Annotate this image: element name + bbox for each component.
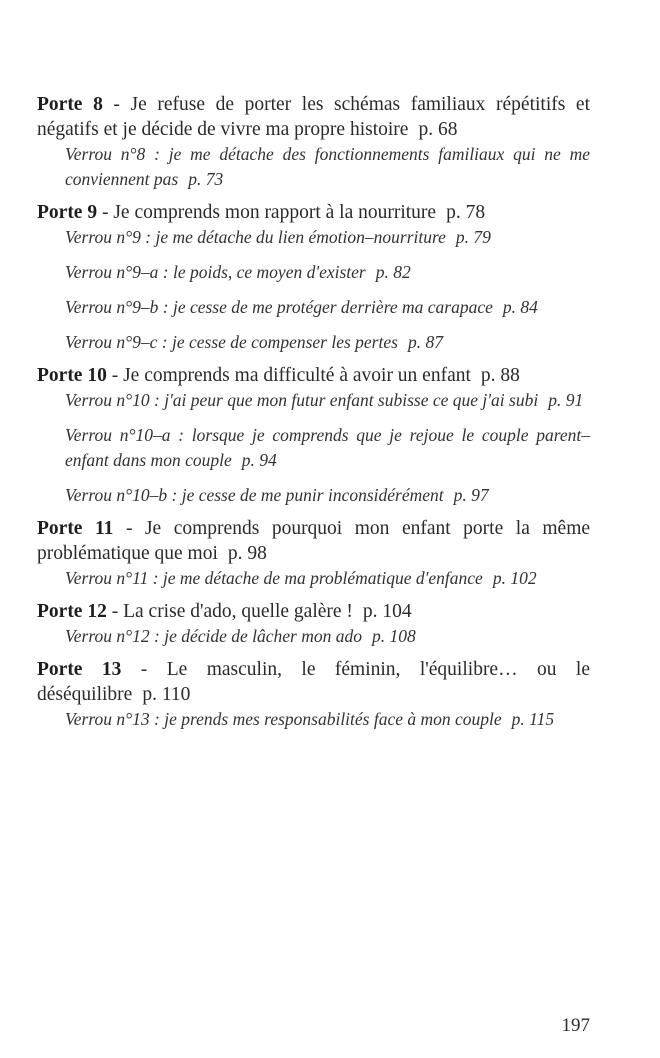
verrou-label: Verrou n°9–a :: [65, 262, 169, 282]
verrou-entry[interactable]: [65, 330, 590, 355]
separator: -: [106, 601, 124, 622]
verrou-label: Verrou n°10–b :: [65, 485, 178, 505]
verrou-entry[interactable]: [65, 388, 590, 413]
porte-entry[interactable]: [37, 92, 590, 142]
verrou-entry[interactable]: [65, 483, 590, 508]
porte-entry[interactable]: [37, 599, 590, 624]
verrou-title: je cesse de me protéger derrière ma carapace: [172, 297, 493, 317]
verrou-entry[interactable]: [65, 707, 590, 732]
porte-title: Je refuse de porter les schémas familiaux répétitifs et négatifs et je décide de vivre ma propre histoire: [37, 94, 591, 140]
verrou-title: je me détache du lien émotion–nourriture: [155, 227, 446, 247]
verrou-title: je cesse de compenser les pertes: [171, 332, 398, 352]
page-ref: p. 87: [407, 332, 443, 352]
verrou-label: Verrou n°9–b :: [65, 297, 169, 317]
porte-label: Porte 11: [37, 518, 114, 539]
verrou-entry[interactable]: [65, 566, 590, 591]
porte-label: Porte 8: [37, 94, 103, 115]
separator: -: [97, 202, 114, 223]
porte-title: Je comprends pourquoi mon enfant porte la même problématique que moi: [37, 518, 591, 564]
porte-title: La crise d'ado, quelle galère !: [123, 601, 353, 622]
verrou-entry[interactable]: [65, 142, 590, 192]
page-ref: p. 82: [375, 262, 411, 282]
verrou-entry[interactable]: [65, 295, 590, 320]
verrou-title: je me détache de ma problématique d'enfance: [162, 568, 483, 588]
verrou-title: j'ai peur que mon futur enfant subisse ce que j'ai subi: [164, 390, 539, 410]
toc-section-porte-10: [37, 363, 590, 508]
verrou-label: Verrou n°10 :: [65, 390, 160, 410]
toc-section-porte-11: [37, 516, 590, 591]
verrou-title: je prends mes responsabilités face à mon couple: [164, 709, 502, 729]
verrou-label: Verrou n°12 :: [65, 626, 160, 646]
verrou-title: je me détache des fonctionnements familiaux qui ne me conviennent pas: [65, 144, 590, 189]
separator: -: [113, 518, 145, 539]
porte-entry[interactable]: [37, 200, 590, 225]
verrou-label: Verrou n°11 :: [65, 568, 159, 588]
verrou-label: Verrou n°9–c :: [65, 332, 168, 352]
porte-entry[interactable]: [37, 516, 590, 566]
verrou-title: je cesse de me punir inconsidérément: [181, 485, 444, 505]
page-ref: p. 91: [548, 390, 584, 410]
page-ref: p. 73: [188, 169, 224, 189]
porte-title: Le masculin, le féminin, l'équilibre… ou le déséquilibre: [37, 659, 590, 705]
porte-title: Je comprends ma difficulté à avoir un enfant: [123, 365, 471, 386]
page-ref: p. 97: [453, 485, 489, 505]
separator: -: [102, 94, 131, 115]
porte-entry[interactable]: [37, 363, 590, 388]
porte-label: Porte 13: [37, 659, 122, 680]
verrou-title: je décide de lâcher mon ado: [164, 626, 362, 646]
porte-label: Porte 12: [37, 601, 107, 622]
page-ref: p. 102: [492, 568, 537, 588]
verrou-title: lorsque je comprends que je rejoue le couple parent–enfant dans mon couple: [65, 425, 590, 470]
page-ref: p. 98: [227, 543, 267, 564]
verrou-title: le poids, ce moyen d'exister: [172, 262, 366, 282]
page-ref: p. 84: [502, 297, 538, 317]
toc-section-porte-9: [37, 200, 590, 355]
verrou-label: Verrou n°8 :: [65, 144, 160, 164]
page-ref: p. 78: [446, 202, 486, 223]
toc-section-porte-8: [37, 92, 590, 192]
page-ref: p. 68: [418, 119, 458, 140]
porte-title: Je comprends mon rapport à la nourriture: [113, 202, 437, 223]
page-ref: p. 104: [362, 601, 412, 622]
separator: -: [121, 659, 167, 680]
page-ref: p. 115: [511, 709, 555, 729]
page-number: 197: [561, 1015, 590, 1036]
verrou-entry[interactable]: [65, 225, 590, 250]
verrou-entry[interactable]: [65, 423, 590, 473]
verrou-label: Verrou n°9 :: [65, 227, 152, 247]
page-ref: p. 88: [480, 365, 520, 386]
page-ref: p. 94: [241, 450, 277, 470]
verrou-entry[interactable]: [65, 260, 590, 285]
separator: -: [106, 365, 124, 386]
table-of-contents: [37, 92, 590, 740]
porte-label: Porte 9: [37, 202, 98, 223]
page-ref: p. 108: [371, 626, 416, 646]
verrou-label: Verrou n°10–a :: [65, 425, 185, 445]
verrou-label: Verrou n°13 :: [65, 709, 160, 729]
verrou-entry[interactable]: [65, 624, 590, 649]
toc-section-porte-13: [37, 657, 590, 732]
toc-section-porte-12: [37, 599, 590, 649]
porte-label: Porte 10: [37, 365, 107, 386]
page-ref: p. 110: [142, 684, 191, 705]
porte-entry[interactable]: [37, 657, 590, 707]
page-ref: p. 79: [455, 227, 491, 247]
